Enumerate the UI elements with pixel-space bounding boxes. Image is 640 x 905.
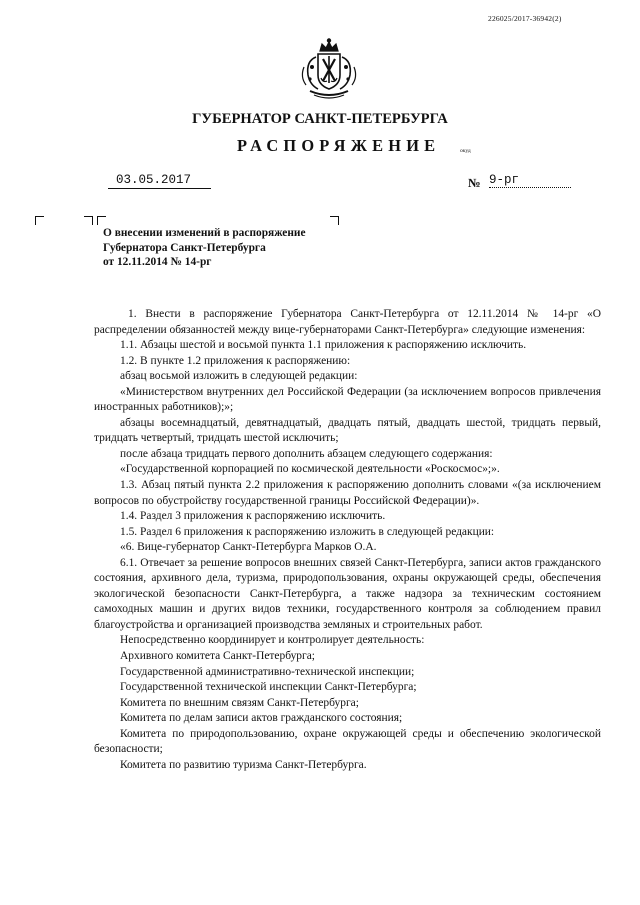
body-paragraph: абзацы восемнадцатый, девятнадцатый, двадцать пятый, двадцать шестой, тридцать первый, тридцать четвертый, тридцать шестой исключить;	[94, 416, 601, 445]
corner-mark	[84, 216, 93, 225]
body-paragraph: 1.4. Раздел 3 приложения к распоряжению исключить.	[120, 510, 386, 523]
body-paragraph: Государственной технической инспекции Санкт-Петербурга;	[120, 681, 417, 694]
document-subject	[103, 226, 306, 270]
subject-line: О внесении изменений в распоряжение	[103, 227, 306, 239]
body-paragraph: 1. Внести в распоряжение Губернатора Санкт-Петербурга от 12.11.2014 № 14-рг «О распределении обязанностей между вице-губернаторами Санкт-Петербурга» следующие изменения:	[94, 308, 601, 336]
body-paragraph: 1.2. В пункте 1.2 приложения к распоряжению:	[120, 354, 351, 367]
body-paragraph: Комитета по внешним связям Санкт-Петербурга;	[120, 696, 359, 709]
corner-mark	[330, 216, 339, 225]
document-number: 9-рг	[489, 173, 571, 188]
issuer-title: ГУБЕРНАТОР САНКТ-ПЕТЕРБУРГА	[192, 111, 448, 127]
okud-label: окуд	[460, 148, 471, 154]
document-registration-number: 226025/2017-36942(2)	[488, 14, 562, 23]
subject-line: от 12.11.2014 № 14-рг	[103, 256, 212, 268]
number-sign: №	[468, 176, 481, 190]
body-paragraph: 1.1. Абзацы шестой и восьмой пункта 1.1 приложения к распоряжению исключить.	[120, 339, 527, 352]
body-paragraph: «Государственной корпорацией по космической деятельности «Роскосмос»;».	[120, 463, 500, 476]
saint-petersburg-coat-of-arms-icon	[296, 37, 362, 103]
body-paragraph: «Министерством внутренних дел Российской Федерации (за исключением вопросов привлечения иностранных работников);»;	[94, 385, 601, 414]
body-paragraph: Комитета по природопользованию, охране окружающей среды и обеспечению экологической безопасности;	[94, 727, 601, 756]
document-type-title: РАСПОРЯЖЕНИЕ	[237, 136, 441, 155]
corner-mark	[97, 216, 106, 225]
body-paragraph: Непосредственно координирует и контролирует деятельность:	[120, 634, 425, 647]
body-paragraph: абзац восьмой изложить в следующей редакции:	[120, 370, 358, 383]
body-paragraph: Государственной административно-технической инспекции;	[120, 665, 415, 678]
subject-line: Губернатора Санкт-Петербурга	[103, 241, 266, 254]
document-date: 03.05.2017	[108, 173, 211, 189]
body-paragraph: «6. Вице-губернатор Санкт-Петербурга Марков О.А.	[120, 541, 377, 554]
body-paragraph: 1.3. Абзац пятый пункта 2.2 приложения к распоряжению дополнить словами «(за исключением вопросов по обустройству государственной границы Российской Федерации)».	[94, 479, 601, 507]
body-paragraph: Комитета по развитию туризма Санкт-Петербурга.	[120, 758, 367, 771]
body-paragraph: Комитета по делам записи актов гражданского состояния;	[120, 712, 403, 725]
body-paragraph: 6.1. Отвечает за решение вопросов внешних связей Санкт-Петербурга, записи актов гражданского состояния, архивного дела, туризма, природопользования, охраны окружающей среды, обеспечения экологической безопасности Санкт-Петербурга, а также надзора за техническим состоянием самоходных машин и других видов техники, государственного контроля за соблюдением правил благоустройства и организацией производства земляных и строительных работ.	[94, 556, 601, 631]
body-paragraph: Архивного комитета Санкт-Петербурга;	[120, 650, 315, 663]
body-paragraph: 1.5. Раздел 6 приложения к распоряжению изложить в следующей редакции:	[120, 525, 495, 538]
body-paragraph: после абзаца тридцать первого дополнить абзацем следующего содержания:	[120, 447, 493, 460]
corner-mark	[35, 216, 44, 225]
document-body	[94, 307, 601, 773]
